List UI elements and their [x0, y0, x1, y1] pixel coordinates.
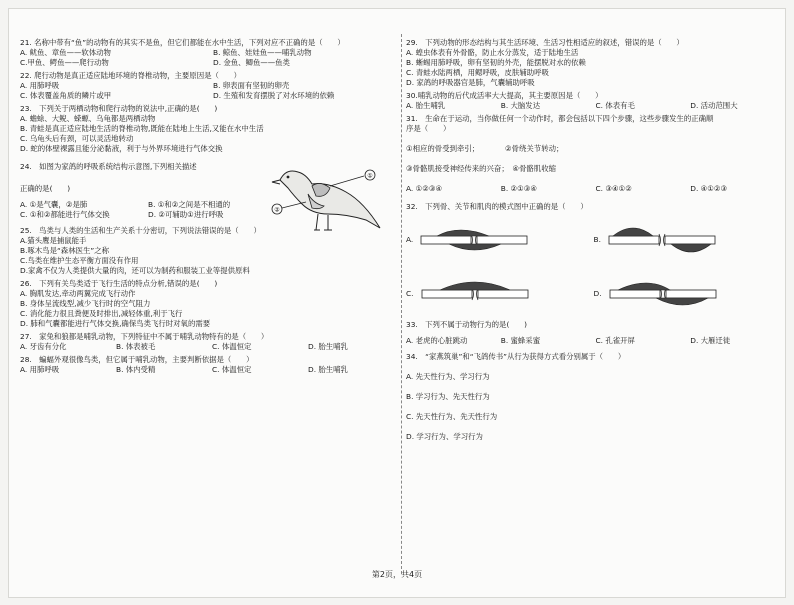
question-stem: 26. 下列有关鸟类适于飞行生活的特点分析,错误的是( ) — [20, 278, 218, 288]
joint-diagram-d — [594, 274, 782, 314]
option-b: B. 大脑发达 — [500, 100, 541, 110]
page-number: 第2页，共4页 — [371, 570, 423, 579]
option-c: C. 乌龟头后有颈，可以灵活地转动 — [20, 133, 134, 143]
question-stem-continued: 正确的是( ) — [20, 183, 71, 193]
question-24 — [20, 162, 400, 220]
question-stem: 25. 鸟类与人类的生活和生产关系十分密切，下列说法错误的是（ ） — [20, 225, 261, 235]
label-1: ① — [367, 172, 373, 180]
step-list-2: ③骨骼肌接受神经传来的兴奋； ④骨骼肌收缩 — [406, 163, 556, 173]
option-c: C. ③④①② — [595, 183, 632, 193]
option-a: A. ①是气囊，②是肺 — [20, 199, 88, 209]
question-stem: 29. 下列动物的形态结构与其生活环境、生活习性相适应的叙述，错误的是（ ） — [406, 38, 684, 47]
question-stem-continued: 序是（ ） — [406, 123, 451, 133]
option-d: D. ④①②③ — [690, 183, 728, 193]
option-a: A. 蝗虫体表有外骨骼，防止水分蒸发，适于陆地生活 — [406, 47, 579, 57]
option-c: C. 体表有毛 — [595, 100, 635, 110]
option-b: B. 体内受精 — [116, 364, 156, 374]
option-a: A. 胸肌发达,牵动两翼完成飞行动作 — [20, 288, 136, 298]
joint-diagram-a — [406, 220, 594, 260]
joint-b-image — [607, 220, 717, 260]
question-stem: 28. 蝙蝠外观很像鸟类，但它属于哺乳动物，主要判断依据是（ ） — [20, 354, 254, 364]
exam-page — [8, 8, 786, 598]
option-label: A. — [406, 234, 414, 244]
option-d: D. 胎生哺乳 — [308, 364, 348, 374]
question-stem: 24. 如图为家鸽的呼吸系统结构示意图,下列相关描述 — [20, 161, 197, 171]
option-c: C. 体表覆盖角质的鳞片或甲 — [20, 90, 112, 100]
step-list-1: ①相应的骨受到牵引； ②骨绕关节转动； — [406, 143, 564, 153]
option-a: A. 胎生哺乳 — [406, 100, 446, 110]
option-label: B. — [593, 234, 601, 244]
option-a: A. 用肺呼吸 — [20, 364, 60, 374]
option-b: B. 蜜蜂采蜜 — [500, 335, 541, 345]
option-b: B.啄木鸟是“森林医生”之称 — [20, 245, 109, 255]
option-d: D. 肺和气囊都能进行气体交换,确保鸟类飞行时对氧的需要 — [20, 318, 211, 328]
option-d: D. 家鸽的呼吸器官是肺，气囊辅助呼吸 — [406, 77, 535, 87]
option-c: C. 青蛙水陆两栖，用鳃呼吸，皮肤辅助呼吸 — [406, 67, 549, 77]
joint-diagram-b — [594, 220, 782, 260]
question-33 — [406, 320, 781, 346]
option-a: A. ①②③④ — [406, 183, 443, 193]
question-27 — [20, 332, 400, 352]
option-a: A. 用肺呼吸 — [20, 80, 60, 90]
option-d: D. 蛇的体壁裸露且能分泌黏液，利于与外界环境进行气体交换 — [20, 143, 223, 153]
question-29 — [406, 38, 781, 88]
option-c: C. ①和②都能进行气体交换 — [20, 209, 110, 219]
option-d: D. 金鱼、鲫鱼——鱼类 — [213, 57, 290, 67]
option-c: C.甲鱼、鳄鱼——爬行动物 — [20, 57, 109, 67]
option-c: C. 体温恒定 — [212, 341, 252, 351]
option-b: B. 身体呈流线型,减少飞行时的空气阻力 — [20, 298, 151, 308]
option-a: A. 牙齿有分化 — [20, 341, 67, 351]
question-stem: 30.哺乳动物的后代成活率大大提高，其主要原因是（ ） — [406, 90, 603, 100]
option-b: B. 体表被毛 — [116, 341, 156, 351]
option-a: A.猫头鹰是捕鼠能手 — [20, 235, 87, 245]
option-c: C.鸟类在维护生态平衡方面没有作用 — [20, 255, 139, 265]
question-stem: 34. “家燕筑巢”和“飞鸽传书”从行为获得方式看分别属于（ ） — [406, 351, 626, 361]
column-divider — [401, 34, 402, 574]
question-28 — [20, 355, 400, 375]
option-a: A. 鱿鱼、章鱼——软体动物 — [20, 47, 111, 57]
joint-d-image — [608, 274, 718, 314]
option-c: C. 先天性行为、先天性行为 — [406, 411, 498, 421]
question-31 — [406, 114, 781, 194]
option-a: A. 老虎的心脏跳动 — [406, 335, 468, 345]
option-c: C. 体温恒定 — [212, 364, 252, 374]
option-b: B. 青蛙是真正适应陆地生活的脊椎动物,既能在陆地上生活,又能在水中生活 — [20, 123, 264, 133]
label-2: ② — [274, 206, 280, 214]
question-22 — [20, 71, 400, 101]
option-b: B. 卵表面有坚韧的卵壳 — [213, 80, 290, 90]
question-21 — [20, 38, 400, 68]
question-23 — [20, 104, 400, 154]
question-stem: 23. 下列关于两栖动物和爬行动物的说法中,正确的是( ) — [20, 103, 218, 113]
question-26 — [20, 279, 400, 329]
pigeon-respiratory-diagram — [268, 158, 388, 236]
question-stem: 33. 下列不属于动物行为的是( ) — [406, 319, 527, 329]
option-label: C. — [406, 288, 414, 298]
option-d: D. 生殖和发育摆脱了对水环境的依赖 — [213, 90, 335, 100]
option-d: D. 学习行为、学习行为 — [406, 431, 483, 441]
option-label: D. — [593, 288, 602, 298]
joint-diagram-c — [406, 274, 594, 314]
joint-a-image — [419, 220, 529, 260]
right-column — [406, 38, 781, 452]
question-32 — [406, 202, 781, 314]
option-b: B. 学习行为、先天性行为 — [406, 391, 490, 401]
option-c: C. 消化能力很且粪便及时排出,减轻体重,利于飞行 — [20, 308, 183, 318]
option-d: D. 胎生哺乳 — [308, 341, 348, 351]
option-c: C. 孔雀开屏 — [595, 335, 635, 345]
option-d: D. ②可辅助①进行呼吸 — [148, 209, 224, 219]
option-d: D. 活动范围大 — [690, 100, 738, 110]
joint-c-image — [420, 274, 530, 314]
question-stem: 27. 家兔和狼都是哺乳动物，下列特征中不属于哺乳动物特有的是（ ） — [20, 331, 269, 341]
question-stem: 32. 下列骨、关节和肌肉的模式图中正确的是（ ） — [406, 201, 588, 211]
option-d: D.家禽不仅为人类提供大量的肉，还可以为制药和服装工业等提供原料 — [20, 265, 250, 275]
option-d: D. 大雁迁徙 — [690, 335, 731, 345]
option-b: B. ②①③④ — [500, 183, 538, 193]
option-b: B. 蜥蜴用肺呼吸，卵有坚韧的外壳，能摆脱对水的依赖 — [406, 57, 586, 67]
option-a: A. 蟾蜍、大鲵、蝾螈、乌龟都是两栖动物 — [20, 113, 156, 123]
question-stem: 22. 爬行动物是真正适应陆地环境的脊椎动物，主要原因是（ ） — [20, 70, 242, 80]
left-column — [20, 38, 400, 378]
question-stem: 31. 生命在于运动，当你做任何一个动作时，都会包括以下四个步骤，这些步骤发生的正确顺 — [406, 113, 714, 123]
option-b: B. 鲸鱼、娃娃鱼——哺乳动物 — [213, 47, 312, 57]
question-stem: 21. 名称中带有“鱼”的动物有的其实不是鱼，但它们都能在水中生活，下列对应不正确的是（ ） — [20, 38, 345, 47]
question-30 — [406, 91, 781, 111]
option-a: A. 先天性行为、学习行为 — [406, 371, 490, 381]
question-34 — [406, 352, 781, 442]
option-b: B. ①和②之间是不相通的 — [148, 199, 231, 209]
